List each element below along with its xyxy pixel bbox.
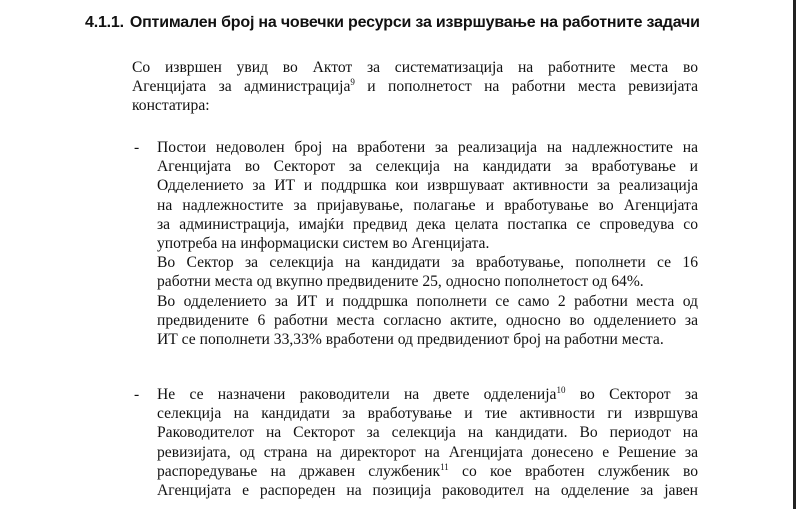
section-heading — [85, 14, 700, 32]
item-line: селекција на кандидати за вработување и тие активности ги извршува — [157, 405, 698, 423]
item-line: Агенцијата е распореден на позиција раководител на одделение за јавен — [157, 482, 698, 500]
item-line — [157, 462, 698, 481]
item-line: предвидените 6 работни места согласно актите, односно во одделението за — [157, 311, 698, 329]
bullet-dash: - — [134, 386, 140, 403]
item-line: ИТ се пополнети 33,33% вработени од предвидениот број на работни места. — [157, 331, 664, 349]
intro-line: констатира: — [132, 97, 210, 115]
list-item — [157, 138, 698, 349]
item-line: Постои недоволен број на вработени за реализација на надлежностите на — [157, 139, 698, 156]
item-line: за администрација, имајќи предвид дека целата постапка се спроведува со — [157, 215, 698, 233]
footnote-ref-10[interactable]: 10 — [556, 385, 566, 395]
item-line: на надлежностите за пријавување, полагање и вработување во Агенцијата — [157, 196, 698, 214]
item-line: Агенцијата во Секторот за селекција на кандидати за вработување и — [157, 158, 698, 176]
footnote-ref-11[interactable]: 11 — [440, 461, 449, 472]
item-line: Во одделението за ИТ и поддршка пополнети се само 2 работни места од — [157, 292, 698, 310]
intro-line: Со извршен увид во Актот за систематизација на работните места во — [132, 59, 698, 76]
item-line: Одделението за ИТ и поддршка кои извршуваат активности за реализација — [157, 177, 698, 195]
intro-text: и пополнетост на работни места ревизијата — [354, 78, 698, 96]
item-line: ревизијата, од страна на директорот на Агенцијата донесено е Решение за — [157, 443, 698, 461]
item-text: распоредување на државен службеник — [157, 462, 441, 480]
footnote-ref-9[interactable]: 9 — [350, 77, 355, 88]
intro-text: Агенцијата за администрација — [132, 78, 351, 96]
item-text: со кое вработен службеник во — [448, 462, 698, 480]
item-line: Во Сектор за селекција на кандидати за вработување, пополнети се 16 — [157, 254, 698, 272]
item-line: употреба на информациски систем во Агенцијата. — [157, 235, 490, 253]
section-number: 4.1.1. — [85, 14, 124, 31]
item-line: Раководителот на Секторот за селекција на кандидати. Во периодот на — [157, 424, 698, 442]
item-line: работни места од вкупно предвидените 25, односно пополнетост од 64%. — [157, 273, 644, 291]
item-text: во Секторот за — [565, 386, 698, 403]
list-item — [157, 385, 698, 500]
item-text: Не се назначени раководители на двете одделенија — [157, 386, 557, 403]
intro-paragraph — [132, 58, 698, 116]
item-line — [157, 385, 698, 404]
section-title: Оптимален број на човечки ресурси за извршување на работните задачи — [129, 14, 700, 31]
bullet-dash: - — [134, 139, 140, 156]
intro-line — [132, 77, 698, 96]
